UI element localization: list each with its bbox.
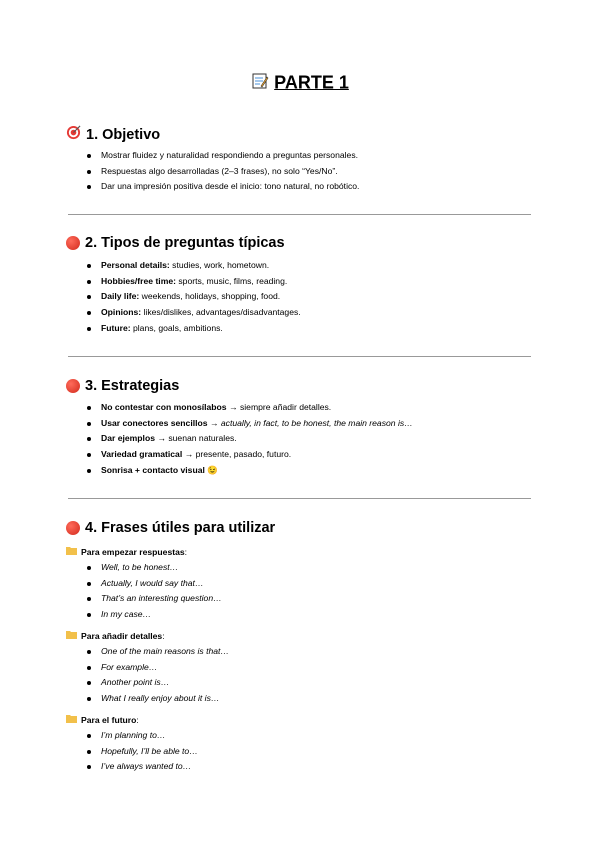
list-item: Variedad gramatical → presente, pasado, futuro.	[78, 447, 413, 463]
red-circle-icon	[66, 379, 80, 393]
section-heading-tipos	[66, 235, 285, 251]
divider	[68, 356, 531, 357]
list-item: Opinions: likes/dislikes, advantages/disadvantages.	[78, 305, 301, 321]
list-item: Another point is…	[78, 675, 229, 691]
list-item: Well, to be honest…	[78, 560, 222, 576]
section-heading-frases	[66, 520, 275, 536]
subheading-empezar: Para empezar respuestas :	[66, 546, 187, 557]
wink-icon: 😉	[207, 464, 218, 475]
list-item: In my case…	[78, 607, 222, 623]
section-heading-text: 4. Frases útiles para utilizar	[85, 520, 276, 536]
empezar-list	[78, 560, 222, 623]
list-item: Mostrar fluidez y naturalidad respondiendo a preguntas personales.	[78, 148, 359, 164]
estrategias-list	[78, 400, 413, 479]
list-item: Hobbies/free time: sports, music, films, reading.	[78, 274, 301, 290]
list-item: Dar ejemplos → suenan naturales.	[78, 431, 413, 447]
subheading-futuro: Para el futuro :	[66, 714, 139, 725]
section-heading-objetivo	[66, 125, 160, 144]
tipos-list	[78, 258, 301, 337]
section-heading-text: 2. Tipos de preguntas típicas	[85, 235, 285, 251]
folder-icon	[66, 546, 77, 557]
section-heading-text: 1. Objetivo	[86, 126, 161, 143]
list-item: Respuestas algo desarrolladas (2–3 frases), no solo “Yes/No”.	[78, 164, 359, 180]
section-heading-estrategias	[66, 378, 179, 394]
red-circle-icon	[66, 521, 80, 535]
divider	[68, 498, 531, 499]
folder-icon	[66, 714, 77, 725]
list-item: Dar una impresión positiva desde el inicio: tono natural, no robótico.	[78, 179, 359, 195]
list-item: Hopefully, I’ll be able to…	[78, 744, 198, 760]
list-item: Sonrisa + contacto visual 😉	[78, 463, 413, 479]
page-title	[0, 72, 600, 95]
list-item: I’ve always wanted to…	[78, 759, 198, 775]
divider	[68, 214, 531, 215]
list-item: No contestar con monosílabos → siempre añadir detalles.	[78, 400, 413, 416]
list-item: For example…	[78, 660, 229, 676]
detalles-list	[78, 644, 229, 707]
list-item: Usar conectores sencillos → actually, in fact, to be honest, the main reason is…	[78, 416, 413, 432]
list-item: One of the main reasons is that…	[78, 644, 229, 660]
list-item: I’m planning to…	[78, 728, 198, 744]
subheading-detalles: Para añadir detalles :	[66, 630, 165, 641]
target-icon	[66, 125, 81, 144]
objetivo-list	[78, 148, 359, 195]
list-item: What I really enjoy about it is…	[78, 691, 229, 707]
futuro-list	[78, 728, 198, 775]
title-text: PARTE 1	[274, 72, 349, 93]
red-circle-icon	[66, 236, 80, 250]
list-item: Personal details: studies, work, hometown.	[78, 258, 301, 274]
list-item: Future: plans, goals, ambitions.	[78, 321, 301, 337]
section-heading-text: 3. Estrategias	[85, 378, 180, 394]
list-item: Daily life: weekends, holidays, shopping, food.	[78, 289, 301, 305]
memo-icon	[251, 72, 269, 95]
list-item: Actually, I would say that…	[78, 576, 222, 592]
list-item: That’s an interesting question…	[78, 591, 222, 607]
folder-icon	[66, 630, 77, 641]
